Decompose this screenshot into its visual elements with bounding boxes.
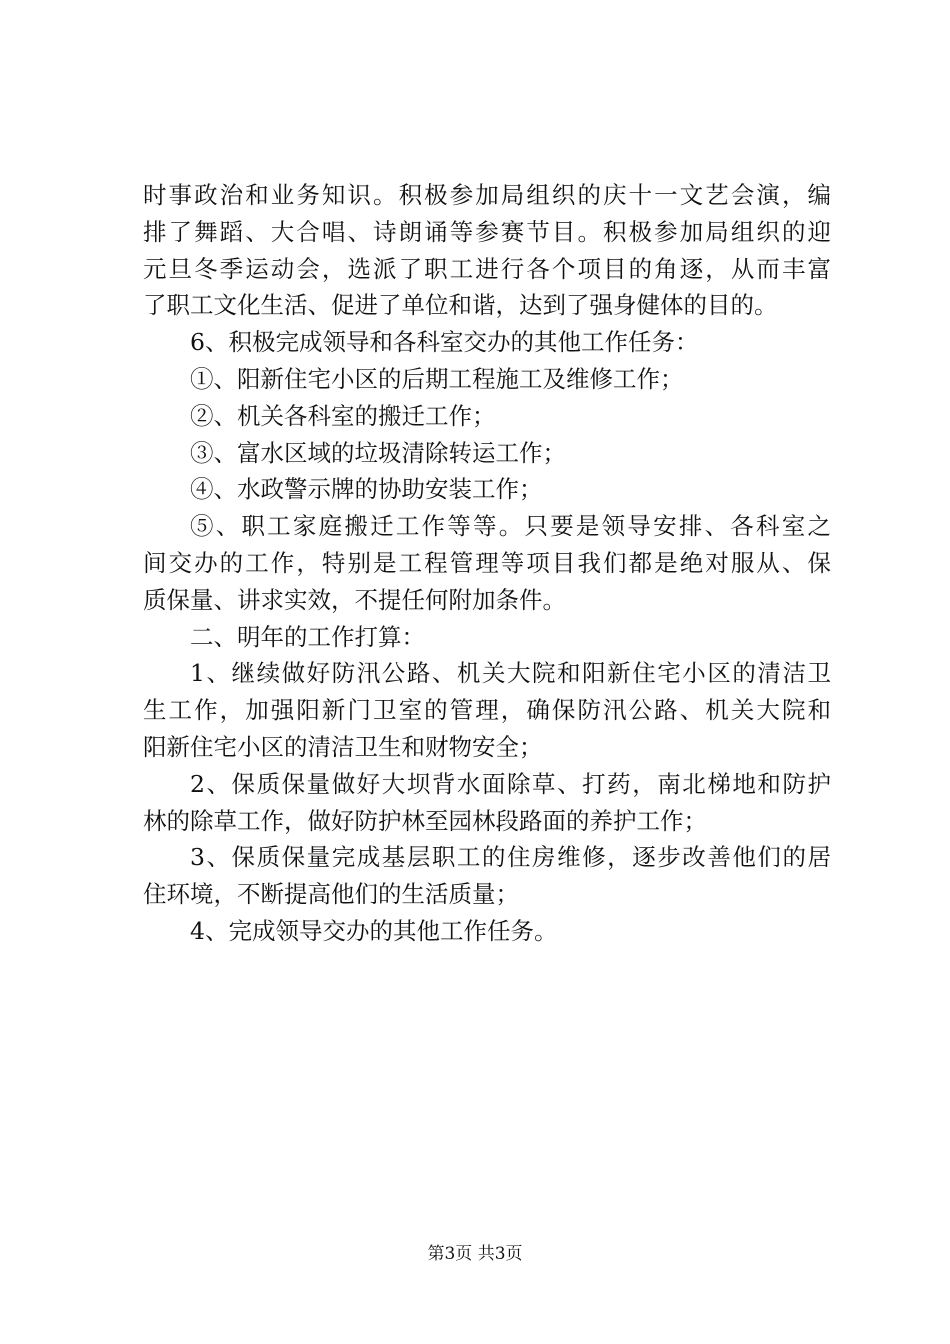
text-line: 生工作，加强阳新门卫室的管理，确保防汛公路、机关大院和 [143,696,831,725]
paragraph-sub-item-1 [143,361,831,398]
paragraph-plan-4 [143,913,831,950]
section-heading-plans [143,619,831,656]
text-line: 元旦冬季运动会，选派了职工进行各个项目的角逐，从而丰富 [143,254,831,283]
paragraph-activities [143,177,831,324]
paragraph-sub-item-3 [143,435,831,472]
text-line: ③、富水区域的垃圾清除转运工作； [190,438,566,467]
paragraph-plan-3 [143,839,831,913]
paragraph-sub-item-4 [143,471,831,508]
text-line: 时事政治和业务知识。积极参加局组织的庆十一文艺会演，编 [143,181,831,209]
text-line: 1、继续做好防汛公路、机关大院和阳新住宅小区的清洁卫 [190,659,831,688]
text-line: 6、积极完成领导和各科室交办的其他工作任务： [190,328,699,357]
text-line: 间交办的工作，特别是工程管理等项目我们都是绝对服从、保 [143,548,831,577]
paragraph-item-6 [143,324,831,361]
text-line: ⑤、职工家庭搬迁工作等等。只要是领导安排、各科室之 [190,512,831,541]
page-number-footer: 第3页 共3页 [427,1244,523,1264]
text-line: 4、完成领导交办的其他工作任务。 [190,916,558,945]
paragraph-sub-item-2 [143,398,831,435]
paragraph-sub-item-5 [143,508,831,618]
text-line: ②、机关各科室的搬迁工作； [190,401,496,430]
paragraph-plan-2 [143,766,831,840]
text-line: ①、阳新住宅小区的后期工程施工及维修工作； [190,364,684,393]
text-line: ④、水政警示牌的协助安装工作； [190,475,543,504]
document-body [143,177,831,950]
text-line: 排了舞蹈、大合唱、诗朗诵等参赛节目。积极参加局组织的迎 [143,217,831,246]
section-heading-text: 二、明年的工作打算： [190,622,425,651]
text-line: 了职工文化生活、促进了单位和谐，达到了强身健体的目的。 [143,291,778,320]
text-line: 2、保质保量做好大坝背水面除草、打药，南北梯地和防护 [190,769,831,798]
text-line: 质保量、讲求实效，不提任何附加条件。 [143,585,566,614]
text-line: 住环境，不断提高他们的生活质量； [143,880,519,909]
text-line: 林的除草工作，做好防护林至园林段路面的养护工作； [143,806,707,835]
text-line: 阳新住宅小区的清洁卫生和财物安全； [143,732,543,761]
text-line: 3、保质保量完成基层职工的住房维修，逐步改善他们的居 [190,843,831,872]
paragraph-plan-1 [143,655,831,765]
